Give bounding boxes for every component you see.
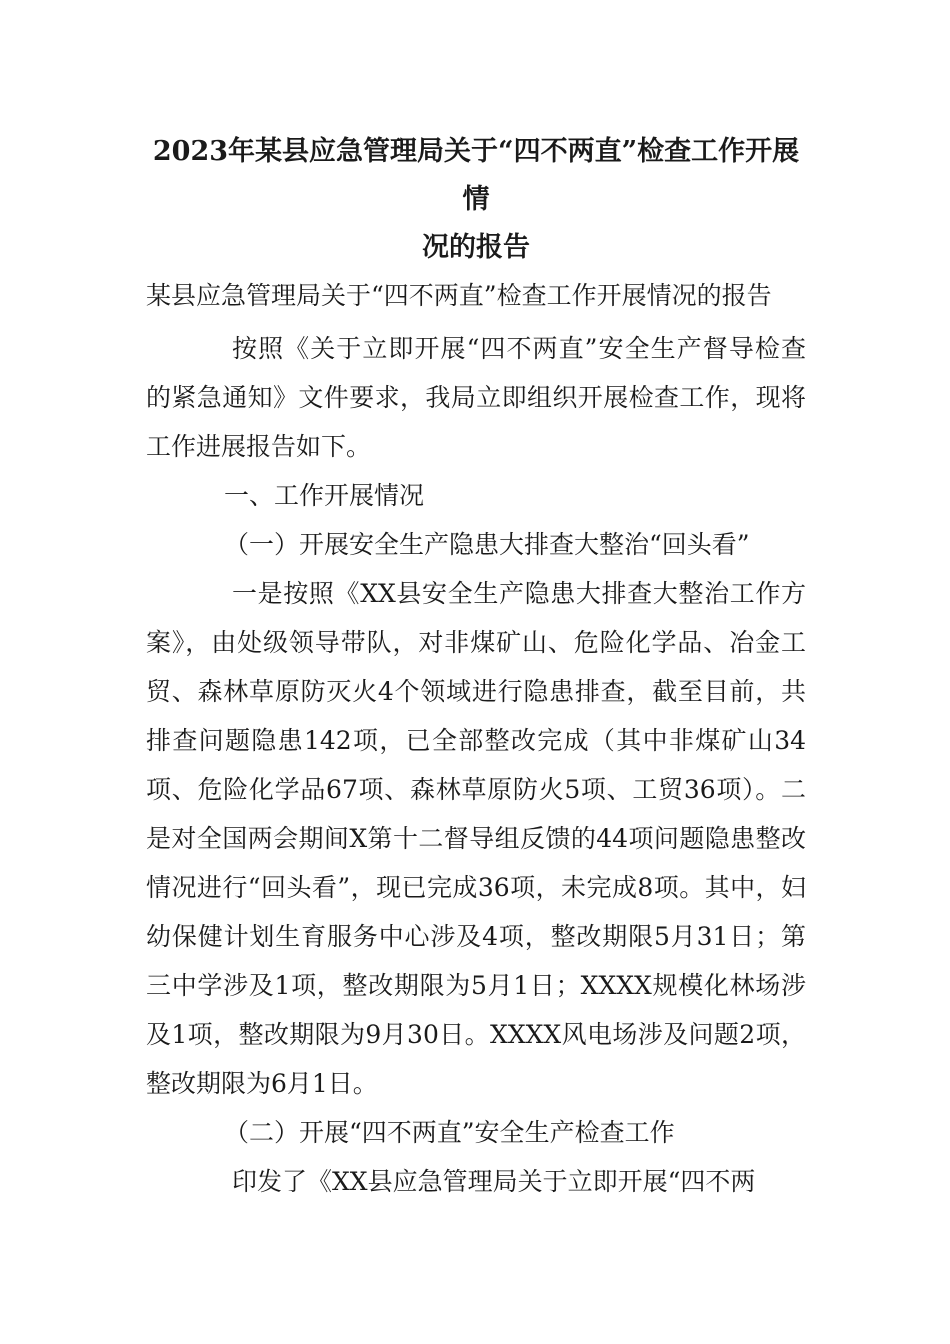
subsection-1-paragraph: 一是按照《XX县安全生产隐患大排查大整治工作方案》，由处级领导带队，对非煤矿山、危险化学品、冶金工贸、森林草原防灭火4个领域进行隐患排查，截至目前，共排查问题隐患142项，已全部整改完成（其中非煤矿山34项、危险化学品67项、森林草原防火5项、工贸36项）。二是对全国两会期间X第十二督导组反馈的44项问题隐患整改情况进行“回头看”，现已完成36项，未完成8项。其中，妇幼保健计划生育服务中心涉及4项，整改期限5月31日；第三中学涉及1项，整改期限为5月1日；XXXX规模化林场涉及1项，整改期限为9月30日。XXXX风电场涉及问题2项，整改期限为6月1日。 [146,579,806,1098]
title-line-1: 2023年某县应急管理局关于“四不两直”检查工作开展情 [152,136,800,215]
subsection-2-heading: （二）开展“四不两直”安全生产检查工作 [224,1118,675,1147]
subsection-2-paragraph: 印发了《XX县应急管理局关于立即开展“四不两 [232,1167,756,1196]
document-page [146,120,806,1206]
title-line-2: 况的报告 [422,232,530,263]
document-subtitle: 某县应急管理局关于“四不两直”检查工作开展情况的报告 [146,281,772,310]
subsection-1-heading: （一）开展安全生产隐患大排查大整治“回头看” [224,530,750,559]
document-title [146,120,806,272]
section-1-heading: 一、工作开展情况 [224,481,425,510]
intro-paragraph: 按照《关于立即开展“四不两直”安全生产督导检查的紧急通知》文件要求，我局立即组织开展检查工作，现将工作进展报告如下。 [146,334,806,461]
